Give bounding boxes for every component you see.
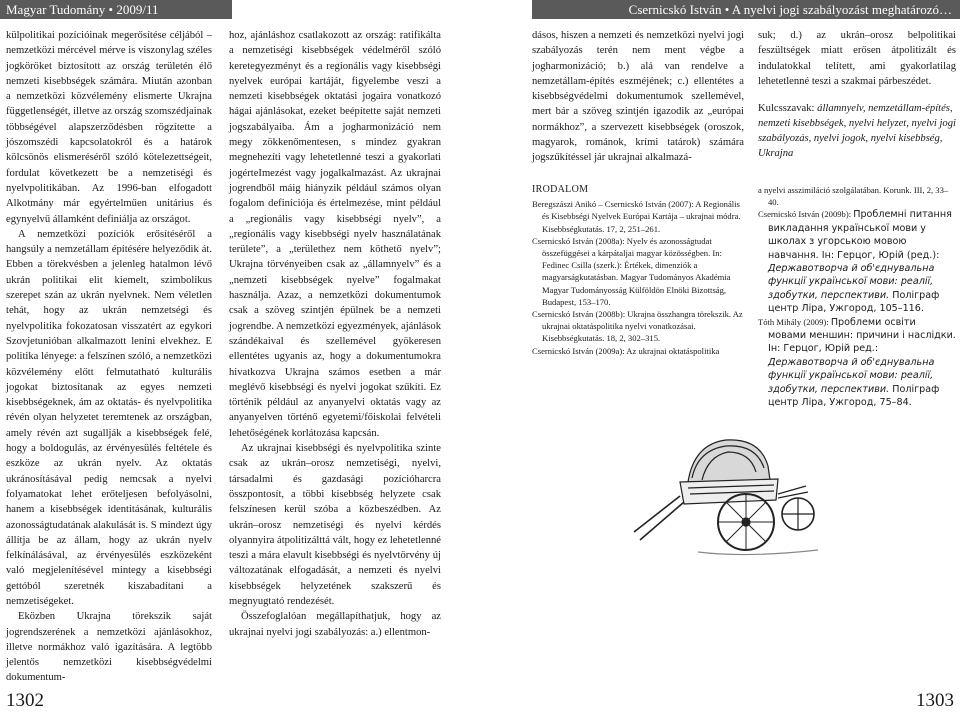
running-header-left: Magyar Tudomány • 2009/11 — [0, 0, 232, 19]
column-4 — [758, 28, 956, 161]
paragraph: Eközben Ukrajna törekszik saját jogrendszerének a nemzetközi ajánlásokhoz, illetve normákhoz való igazítására. A legtöbb jelentős nemzetközi kisebbségvédelmi dokumentum- — [6, 611, 212, 684]
page-number-right: 1303 — [916, 690, 954, 711]
column-3 — [532, 28, 744, 166]
reference-author: Tóth Mihály (2009): — [758, 316, 831, 327]
reference-entry: Csernicskó István (2008a): Nyelv és azonosságtudat összefüggései a kárpátaljai magyar közösségben. In: Fedinec Csilla (szerk.): Értékek, dimenziók a magyarságkutatásban. Magyar Tudományos Akadémia Magyar Tudományosság Külföldön Elnöki Bizottság, Budapest, 153–170. — [532, 235, 731, 307]
reference-entry — [758, 184, 956, 208]
reference-entry — [758, 316, 956, 410]
column-1 — [6, 28, 212, 686]
reference-cyrillic-publisher: Поліграф центр Ліра, Ужгород, 105–116. — [768, 289, 940, 315]
references-heading: IRODALOM — [532, 184, 589, 195]
reference-cyrillic: Проблемні питання викладання української мови у школах з угорською мовою навчання. Ін: Герцог, Юрій (ред.): — [768, 209, 952, 261]
paragraph: suk; d.) az ukrán–orosz belpolitikai feszültségek miatt erősen átpolitizált és indulatokkal telített, ami gyakorlatilag lehetetlenné teszi a szakmai párbeszédet. — [758, 30, 956, 87]
keywords — [758, 101, 956, 161]
page-number-left: 1302 — [6, 690, 44, 711]
paragraph: Az ukrajnai kisebbségi és nyelvpolitika szinte csak az ukrán–orosz nemzetiségi, nyelvi, társadalmi és gazdasági pozícióharcra összpontosít, a többi kisebbség helyzete csak felszínesen kerül szóba a közbeszédben. Az ukrán–orosz nemzetiségi és nyelvi kérdés olyannyira átpolitizálttá vált, hogy ez lehetetlenné teszi a mára elavult kisebbségi és nyelvtörvény új változatának elfogadását, a nemzeti és nyelvi kisebbségek helyzetének szakszerű és megnyugtató rendezését. — [229, 443, 441, 607]
reference-cyrillic-title: Державотворча й об'єднувальна функції української мови: реалії, здобутки, перспективи. — [768, 263, 935, 301]
paragraph: A nemzetközi pozíciók erősítéséről a hangsúly a nemzetállam építésére helyeződik át. Ebben a törekvésben a jelenleg hatalmon lévő ukrán politikai elit kiemelt, szimbolikus szerepet szán az ukrán nyelvnek. Nem véletlen tehát, hogy az ukrán nemzetségi és nyelvpolitika fokozatosan visszatért az egykori Szovjetunióban alkalmazott lenini elvekhez. E politika lényege: a felszínen szóló, a nemzetközi közvélemény előtt felmutatható kulturális jogokat biztosítanak az egyes nemzeti kisebbségeknek, ám az oktatás- és nyelvpolitika révén olyan helyzetet teremtenek az országban, amely révén azt sugallják a kisebbségek felé, hogy a boldogulás, az érvényesülés feltétele és eszköze az ukrán nyelv. Az oktatás ukránosításával pedig nemcsak a nyelvi folyamatokat lehet erőteljesen befolyásolni, hanem a kisebbségek identitásának, kulturális azonosságtudatának alakulását is. S mindezt úgy állítja be az állam, hogy az ukrán nyelv felkínálásával, az érvényesülés eszközeként való megjelenítésével mintegy a kisebbségi gettóból szeretnék kiszabadítani a nemzetiségeket. — [6, 228, 212, 607]
running-header-right: Csernicskó István • A nyelvi jogi szabályozást meghatározó… — [532, 0, 960, 19]
reference-entry: Beregszászi Anikó – Csernicskó István (2007): A Regionális és Kisebbségi Nyelvek Európai Kartája – ukrajnai módra. Kisebbségkutatás. 17, 2, 251–261. — [532, 199, 741, 234]
keywords-label: Kulcsszavak: — [758, 103, 815, 115]
paragraph: külpolitikai pozícióinak megerősítése céljából – nemzetközi mércével mérve is viszonylag széles jogköröket biztosított az ország területén élő nemzeti kisebbségek számára. Miután azonban a nemzetközi közvélemény elismerte Ukrajna függetlenségét, illetve az ország szomszédjainak többségével alapszerződésben rögzítette a jószomszédi kapcsolatokról és a határok kölcsönös elismeréséről szóló kötelezettségeit, fordulat következett be a nemzetiségi és nyelvpolitikában. Az 1996-ban elfogadott Alkotmány már egyértelműen unitárius és egynyelvű államként definiálja az országot. — [6, 30, 212, 225]
reference-cyrillic-title: Державотворча й об'єднувальна функції української мови: реалії, здобутки, перспективи. — [768, 356, 935, 395]
references-left — [532, 184, 746, 357]
keywords-text: államnyelv, nemzetállam-építés, nemzeti kisebbségek, nyelvi helyzet, nyelvi jogi szabályozás, nyelvi jogok, nyelvi kisebbség, Ukrajna — [758, 103, 956, 160]
reference-cyrillic-publisher: Поліграф центр Ліра, Ужгород, 75–84. — [768, 383, 940, 409]
reference-cyrillic: Проблеми освіти мовами меншин: причини і наслідки. Ін: Герцог, Юрій ред.: — [768, 316, 956, 355]
paragraph: dásos, hiszen a nemzeti és nemzetközi nyelvi jogi szabályozás terén nem ment végbe a jogharmonizáció; b.) alá van rendelve a nemzetállam-építés eszméjének; c.) ellentétes a kisebbségvédelmi dokumentumok szellemével, mert bár a szöveg szintjén igazodik az „európai normákhoz”, a szervezett kisebbségek (oroszok, magyarok, románok, krími tatárok) számára jogszűkítéssel jár ukrajnai alkalmazá- — [532, 30, 744, 164]
reference-entry: Csernicskó István (2009a): Az ukrajnai oktatáspolitika — [532, 345, 720, 356]
covered-cart-icon — [628, 422, 828, 562]
reference-entry — [758, 208, 956, 315]
paragraph: hoz, ajánláshoz csatlakozott az ország: ratifikálta a nemzetiségi kisebbségek védelméről szóló keretegyezményt és a regionális vagy kisebbségi nyelvek európai kartáját, figyelembe veszi a nemzeti kisebbségek oktatási jogaira vonatkozó hágai ajánlásokat, ezeket beépítette saját nemzeti jogszabályaiba. Ám a jogharmonizáció nem megy zökkenőmentesen, s mindez gyakran megnehezíti vagy lehetetlenné teszi a gyakorlati jogérteImezést vagy jogalkalmazást. Az ukrajnai jogrendből máig hiányzik például számos olyan fogalom definíciója és értelmezése, mint például a „regionális vagy kisebbségi nyelv”, a „regionális vagy kisebbségi nyelv használatának területe”, a „területhez nem köthető nyelv”; Ukrajna törvényeiben csak az „államnyelv” és a „nemzeti kisebbségek nyelve” fogalmakat használja. Azaz, a nemzetközi dokumentumok csak a szöveg szintjén épülnek be a nemzeti jogrendbe. A nemzetközi egyezmények, ajánlások szándékaival és szellemével gyökeresen ellentétes ugyanis az, hogy a dokumentumokra hivatkozva Ukrajna számos esetben a már meglévő kisebbségi és nyelvi jogokat szűkíti. Ez történik például az anyanyelvi oktatás vagy az anyanyelven történő egyetemi/főiskolai felvételi lehetőségének korlátozása kapcsán. — [229, 30, 441, 439]
references-right — [758, 184, 956, 410]
reference-entry: Csernicskó István (2008b): Ukrajna összhangra törekszik. Az ukrajnai oktatáspolitika nyelvi vonatkozásai. Kisebbségkutatás. 18, 2, 302–315. — [532, 309, 743, 344]
paragraph: Összefoglalóan megállapíthatjuk, hogy az ukrajnai nyelvi jogi szabályozás: a.) ellentmon- — [229, 611, 441, 638]
reference-author: Csernicskó István (2009b): — [758, 209, 854, 220]
reference-text: a nyelvi asszimiláció szolgálatában. Korunk. III, 2, 33–40. — [758, 185, 949, 208]
column-2 — [229, 28, 441, 640]
